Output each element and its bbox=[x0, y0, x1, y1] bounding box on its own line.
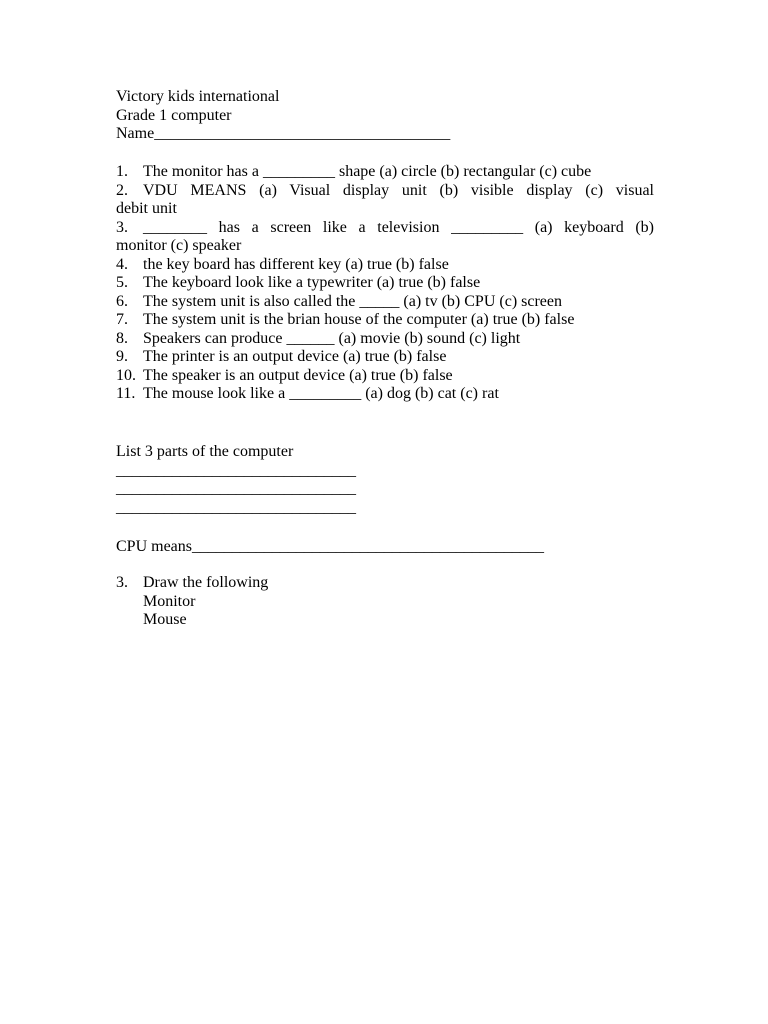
question-number: 10. bbox=[116, 366, 136, 384]
draw-instruction bbox=[116, 574, 654, 593]
question-number: 7. bbox=[116, 311, 128, 328]
question-item bbox=[116, 385, 654, 404]
grade-title: Grade 1 computer bbox=[116, 106, 232, 124]
question-text-continued: debit unit bbox=[116, 200, 177, 217]
draw-number: 3. bbox=[116, 574, 128, 591]
list-parts-section bbox=[116, 443, 654, 517]
draw-section bbox=[116, 574, 654, 630]
question-item bbox=[116, 311, 654, 330]
name-line: Name_____________________________________ bbox=[116, 125, 451, 142]
question-number: 9. bbox=[116, 348, 128, 365]
question-item bbox=[116, 367, 654, 386]
question-number: 11. bbox=[116, 385, 136, 402]
question-item bbox=[116, 348, 654, 367]
question-text: ________ has a screen like a television _________ (a) keyboard (b) bbox=[143, 218, 654, 236]
question-number: 2. bbox=[116, 181, 128, 199]
question-number: 3. bbox=[116, 218, 128, 236]
question-text: The system unit is also called the _____ (a) tv (b) CPU (c) screen bbox=[143, 292, 562, 310]
question-text: VDU MEANS (a) Visual display unit (b) visible display (c) visual bbox=[143, 181, 654, 199]
school-name: Victory kids international bbox=[116, 88, 280, 105]
question-text: the key board has different key (a) true (b) false bbox=[143, 255, 449, 273]
question-number: 8. bbox=[116, 329, 128, 347]
question-item bbox=[116, 274, 654, 293]
question-text: The mouse look like a _________ (a) dog (b) cat (c) rat bbox=[143, 385, 499, 402]
question-number: 5. bbox=[116, 274, 128, 291]
answer-blank: ______________________________ bbox=[116, 498, 356, 516]
question-text: Speakers can produce ______ (a) movie (b) sound (c) light bbox=[143, 329, 521, 347]
question-text: The system unit is the brian house of the computer (a) true (b) false bbox=[143, 311, 575, 328]
answer-blank: ______________________________ bbox=[116, 461, 356, 479]
question-item bbox=[116, 163, 654, 182]
answer-blank: ______________________________ bbox=[116, 480, 356, 497]
cpu-means-section bbox=[116, 538, 654, 557]
question-number: 1. bbox=[116, 163, 128, 180]
question-item bbox=[116, 219, 654, 256]
cpu-means-line: CPU means____________________________________________ bbox=[116, 538, 544, 555]
question-list bbox=[116, 163, 654, 404]
draw-item: Mouse bbox=[143, 611, 187, 628]
draw-text: Draw the following bbox=[143, 574, 269, 591]
question-number: 4. bbox=[116, 255, 128, 273]
draw-item: Monitor bbox=[143, 592, 196, 610]
question-item bbox=[116, 182, 654, 219]
worksheet-header bbox=[116, 88, 654, 144]
question-text: The monitor has a _________ shape (a) circle (b) rectangular (c) cube bbox=[143, 163, 592, 180]
list-prompt: List 3 parts of the computer bbox=[116, 443, 294, 460]
question-number: 6. bbox=[116, 292, 128, 310]
question-text: The speaker is an output device (a) true (b) false bbox=[143, 366, 453, 384]
question-text: The keyboard look like a typewriter (a) true (b) false bbox=[143, 274, 481, 291]
question-item bbox=[116, 256, 654, 275]
question-text: The printer is an output device (a) true (b) false bbox=[143, 348, 447, 365]
question-item bbox=[116, 293, 654, 312]
question-item bbox=[116, 330, 654, 349]
question-text-continued: monitor (c) speaker bbox=[116, 237, 242, 254]
